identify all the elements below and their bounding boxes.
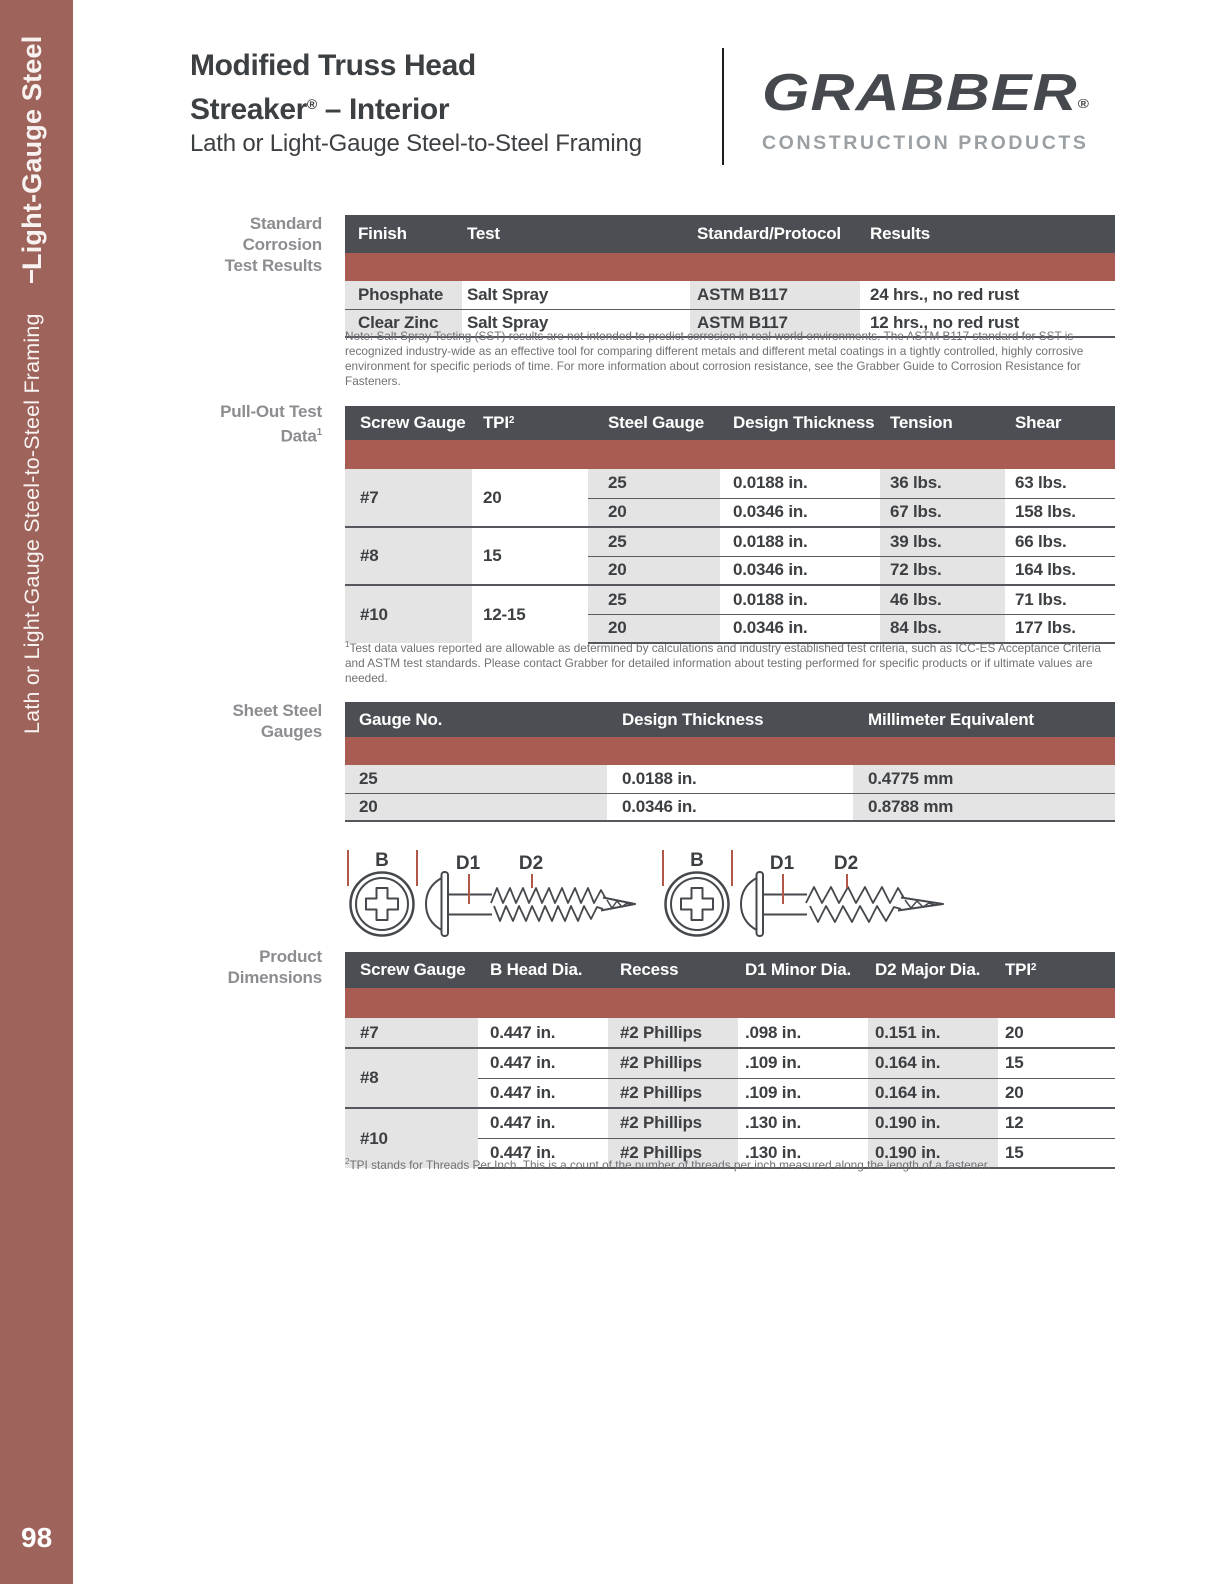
table-cell: 72 lbs.: [880, 556, 1005, 585]
column-header: Recess: [608, 952, 738, 988]
table-header-row: [345, 952, 1115, 988]
dimensions-table: [345, 952, 1115, 1169]
corrosion-table: [345, 215, 1115, 338]
accent-bar: [345, 253, 1115, 281]
column-header: B Head Dia.: [478, 952, 608, 988]
dimensions-footnote: $^2$TPI stands for Threads Per Inch. This is a count of the number of threads per inch measured along the length of a fastener.: [345, 1157, 991, 1172]
table-cell: Clear Zinc: [345, 309, 462, 337]
table-row: [345, 765, 1115, 793]
table-cell: 0.447 in.: [478, 1108, 608, 1138]
table-cell: #8: [345, 1048, 478, 1108]
table-cell: 0.0346 in.: [720, 498, 880, 527]
table-cell: 177 lbs.: [1005, 614, 1115, 643]
gauges-table: [345, 702, 1115, 822]
column-header: Millimeter Equivalent: [853, 702, 1115, 737]
table-cell: 15: [472, 527, 588, 585]
logo-wordmark: GRABBER®: [762, 64, 1090, 122]
page-subtitle: Lath or Light-Gauge Steel-to-Steel Framing: [190, 130, 642, 157]
table-cell: 66 lbs.: [1005, 527, 1115, 556]
table-cell: 0.0346 in.: [720, 556, 880, 585]
table-cell: 25: [588, 527, 720, 556]
section-label-dimensions: Product Dimensions: [227, 947, 322, 987]
table-cell: #7: [345, 1018, 478, 1048]
title-line2: Streaker® – Interior: [190, 93, 450, 126]
table-row: [345, 1018, 1115, 1048]
table-cell: 0.190 in.: [868, 1108, 998, 1138]
column-header: Steel Gauge: [588, 406, 720, 440]
column-header: TPI$^2$: [998, 952, 1115, 988]
table-row: [345, 585, 1115, 614]
table-cell: 36 lbs.: [880, 469, 1005, 498]
screw-front-view-icon: [663, 850, 732, 936]
table-cell: #10: [345, 1108, 478, 1168]
table-cell: #7: [345, 469, 472, 527]
table-cell: .098 in.: [738, 1018, 868, 1048]
column-header: Finish: [345, 215, 462, 253]
screw-front-view-icon: [348, 850, 417, 936]
sidebar-category-label: Lath or Light-Gauge Steel-to-Steel Framing: [20, 313, 44, 734]
table-cell: 20: [588, 498, 720, 527]
table-cell: 0.447 in.: [478, 1138, 608, 1168]
table-cell: .109 in.: [738, 1048, 868, 1078]
pullout-table: [345, 406, 1115, 644]
table-cell: #2 Phillips: [608, 1078, 738, 1108]
table-cell: 67 lbs.: [880, 498, 1005, 527]
table-cell: 0.0346 in.: [720, 614, 880, 643]
table-cell: Salt Spray: [462, 281, 690, 309]
table-cell: #10: [345, 585, 472, 643]
column-header: D1 Minor Dia.: [738, 952, 868, 988]
table-header-row: [345, 215, 1115, 253]
table-cell: 25: [588, 469, 720, 498]
table-cell: 12: [998, 1108, 1115, 1138]
table-cell: 15: [998, 1138, 1115, 1168]
column-header: Design Thickness: [720, 406, 880, 440]
table-cell: 24 hrs., no red rust: [860, 281, 1115, 309]
table-cell: 25: [345, 765, 607, 793]
registered-mark: ®: [1077, 96, 1090, 111]
dim-label-b: B: [375, 850, 389, 871]
table-cell: .109 in.: [738, 1078, 868, 1108]
table-cell: ASTM B117: [690, 281, 860, 309]
column-header: Screw Gauge: [345, 952, 478, 988]
accent-bar: [345, 440, 1115, 469]
table-cell: 20: [588, 614, 720, 643]
table-cell: 25: [588, 585, 720, 614]
table-cell: 84 lbs.: [880, 614, 1005, 643]
dim-label-b: B: [690, 850, 704, 871]
screw-side-view-icon: [741, 872, 943, 936]
logo-tagline: CONSTRUCTION PRODUCTS: [762, 132, 1089, 154]
column-header: Screw Gauge: [345, 406, 472, 440]
corrosion-note: Note: Salt Spray Testing (SST) results are not intended to predict corrosion in real-world environments. The ASTM B117 standard for SST is recognized industry-wide as an effective tool for comparing different metals and different metal coatings in a tightly controlled, highly corrosive environment for specific periods of time. For more information about corrosion resistance, see the Grabber Guide to Corrosion Resistance for Fasteners.: [345, 329, 1084, 388]
accent-bar: [345, 988, 1115, 1018]
header-divider: [722, 48, 724, 165]
table-row: [345, 793, 1115, 821]
table-cell: 0.151 in.: [868, 1018, 998, 1048]
table-cell: #2 Phillips: [608, 1048, 738, 1078]
page-number: 98: [21, 1522, 53, 1553]
table-cell: 0.0188 in.: [720, 585, 880, 614]
accent-bar: [345, 737, 1115, 765]
dim-label-d1: D1: [455, 853, 481, 874]
table-cell: 46 lbs.: [880, 585, 1005, 614]
pullout-footnote: $^1$Test data values reported are allowable as determined by calculations and industry established test criteria, such as ICC-ES Acceptance Criteria and ASTM test standards. Please contact Grabber for detailed information about testing performed for specific products or if ultimate values are needed.: [345, 640, 1101, 685]
column-header: Design Thickness: [607, 702, 853, 737]
table-row: [345, 527, 1115, 556]
table-cell: 0.447 in.: [478, 1078, 608, 1108]
table-cell: 158 lbs.: [1005, 498, 1115, 527]
table-cell: 63 lbs.: [1005, 469, 1115, 498]
sidebar-band: [0, 0, 73, 1584]
table-cell: ASTM B117: [690, 309, 860, 337]
table-cell: 0.190 in.: [868, 1138, 998, 1168]
table-cell: 0.0188 in.: [720, 469, 880, 498]
table-cell: 20: [472, 469, 588, 527]
sidebar-divider: [30, 270, 33, 283]
table-cell: Salt Spray: [462, 309, 690, 337]
column-header: TPI$^2$: [472, 406, 588, 440]
table-cell: 0.447 in.: [478, 1048, 608, 1078]
table-cell: 71 lbs.: [1005, 585, 1115, 614]
table-row: [345, 281, 1115, 309]
table-cell: #2 Phillips: [608, 1138, 738, 1168]
screw-dimension-diagram: [345, 838, 945, 950]
table-cell: 0.447 in.: [478, 1018, 608, 1048]
table-cell: 20: [345, 793, 607, 821]
table-row: [345, 469, 1115, 498]
table-cell: 164 lbs.: [1005, 556, 1115, 585]
table-cell: 0.0188 in.: [720, 527, 880, 556]
table-cell: 0.0188 in.: [607, 765, 853, 793]
column-header: Gauge No.: [345, 702, 607, 737]
column-header: Test: [462, 215, 690, 253]
table-cell: 20: [998, 1018, 1115, 1048]
table-cell: Phosphate: [345, 281, 462, 309]
section-label-pullout: Pull-Out Test Data$^1$: [220, 402, 322, 446]
sidebar-section-label: Light-Gauge Steel: [17, 35, 47, 270]
column-header: Tension: [880, 406, 1005, 440]
table-cell: 0.164 in.: [868, 1048, 998, 1078]
column-header: Standard/Protocol: [690, 215, 860, 253]
table-cell: 0.164 in.: [868, 1078, 998, 1108]
table-cell: 12 hrs., no red rust: [860, 309, 1115, 337]
phillips-cross-icon: [366, 888, 398, 920]
section-label-corrosion: Standard Corrosion Test Results: [224, 214, 322, 275]
screw-side-view-icon: [426, 872, 635, 936]
table-header-row: [345, 406, 1115, 440]
table-row: [345, 1048, 1115, 1078]
page-title: [190, 47, 476, 129]
title-line1: Modified Truss Head: [190, 49, 476, 82]
table-cell: 39 lbs.: [880, 527, 1005, 556]
section-label-gauges: Sheet Steel Gauges: [232, 701, 322, 741]
table-cell: .130 in.: [738, 1108, 868, 1138]
registered-mark: ®: [306, 96, 317, 112]
table-row: [345, 1108, 1115, 1138]
table-cell: 20: [588, 556, 720, 585]
screw-side-dims: [770, 853, 858, 904]
dim-label-d1: D1: [769, 853, 795, 874]
table-cell: 20: [998, 1078, 1115, 1108]
table-cell: .130 in.: [738, 1138, 868, 1168]
table-cell: 0.0346 in.: [607, 793, 853, 821]
table-cell: 0.4775 mm: [853, 765, 1115, 793]
dim-label-d2: D2: [833, 853, 859, 874]
table-cell: #2 Phillips: [608, 1018, 738, 1048]
table-cell: 12-15: [472, 585, 588, 643]
table-header-row: [345, 702, 1115, 737]
column-header: Results: [860, 215, 1115, 253]
table-cell: 15: [998, 1048, 1115, 1078]
company-logo: [762, 66, 1112, 155]
table-cell: 0.8788 mm: [853, 793, 1115, 821]
table-cell: #2 Phillips: [608, 1108, 738, 1138]
column-header: D2 Major Dia.: [868, 952, 998, 988]
column-header: Shear: [1005, 406, 1115, 440]
table-cell: #8: [345, 527, 472, 585]
dim-label-d2: D2: [518, 853, 544, 874]
phillips-cross-icon: [681, 888, 713, 920]
